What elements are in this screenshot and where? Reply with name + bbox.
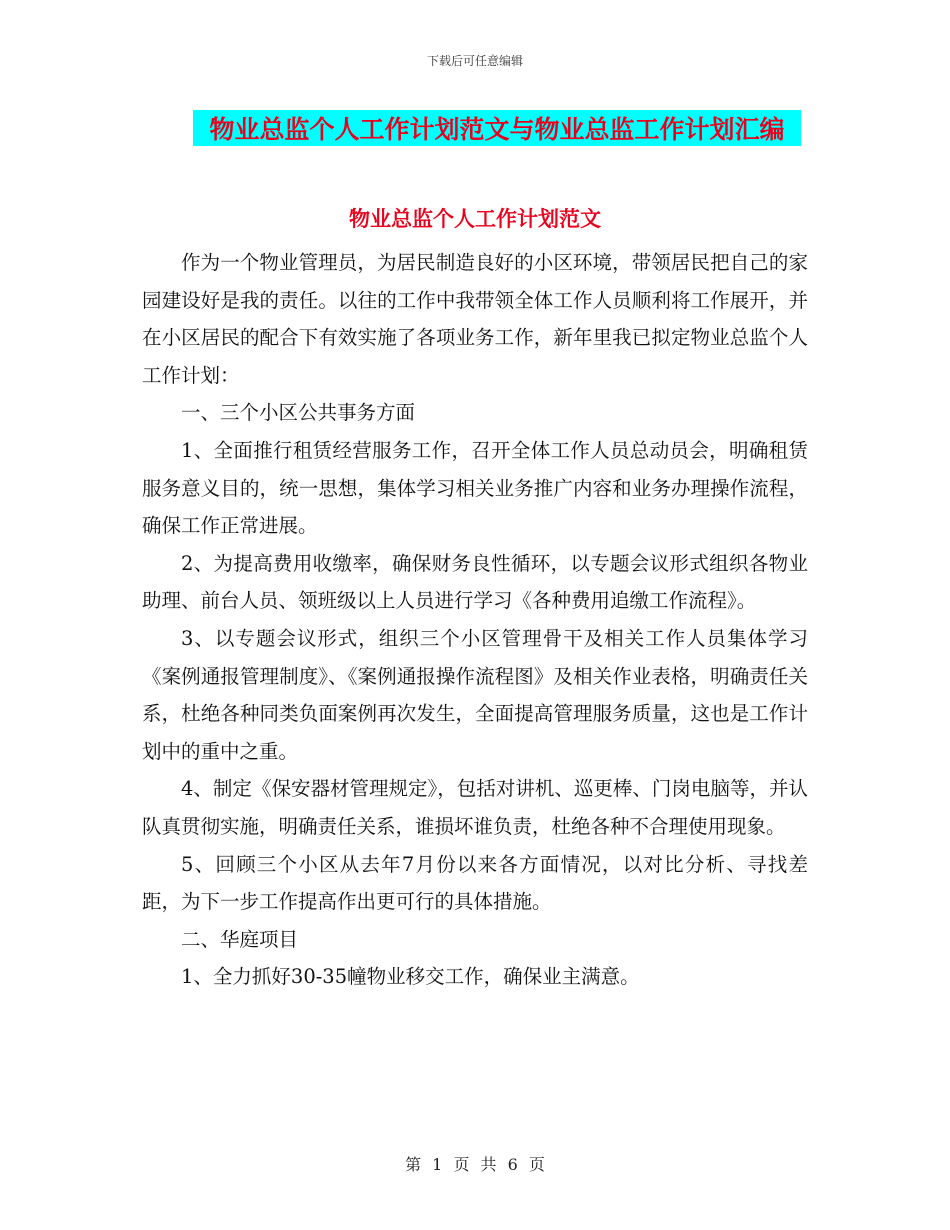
main-title: 物业总监个人工作计划范文与物业总监工作计划汇编 (209, 115, 785, 144)
document-body (142, 244, 808, 996)
item-paragraph: 3、以专题会议形式，组织三个小区管理骨干及相关工作人员集体学习《案例通报管理制度》、《案例通报操作流程图》及相关作业表格，明确责任关系，杜绝各种同类负面案例再次发生，全面提高管理服务质量，这也是工作计划中的重中之重。 (142, 626, 808, 763)
section-title: 物业总监个人工作计划范文 (349, 207, 601, 231)
item-paragraph: 4、制定《保安器材管理规定》，包括对讲机、巡更棒、门岗电脑等，并认队真贯彻实施，明确责任关系，谁损坏谁负责，杜绝各种不合理使用现象。 (142, 777, 808, 838)
main-title-highlight (193, 110, 801, 146)
item-paragraph: 5、回顾三个小区从去年7月份以来各方面情况，以对比分析、寻找差距，为下一步工作提高作出更可行的具体措施。 (142, 852, 808, 914)
heading-huating-project: 二、华庭项目 (181, 927, 299, 951)
heading-public-affairs: 一、三个小区公共事务方面 (181, 401, 416, 425)
item-paragraph: 2、为提高费用收缴率，确保财务良性循环，以专题会议形式组织各物业助理、前台人员、领班级以上人员进行学习《各种费用追缴工作流程》。 (142, 551, 808, 613)
item-paragraph: 1、全面推行租赁经营服务工作，召开全体工作人员总动员会，明确租赁服务意义目的，统一思想，集体学习相关业务推广内容和业务办理操作流程，确保工作正常进展。 (142, 438, 808, 538)
page-header-note: 下载后可任意编辑 (426, 54, 523, 68)
page-footer: 第 1 页 共 6 页 (405, 1155, 545, 1174)
item-paragraph: 1、全力抓好30-35幢物业移交工作，确保业主满意。 (181, 965, 640, 989)
intro-paragraph: 作为一个物业管理员，为居民制造良好的小区环境，带领居民把自己的家园建设好是我的责任。以往的工作中我带领全体工作人员顺利将工作展开，并在小区居民的配合下有效实施了各项业务工作，新年里我已拟定物业总监个人工作计划： (142, 251, 808, 387)
